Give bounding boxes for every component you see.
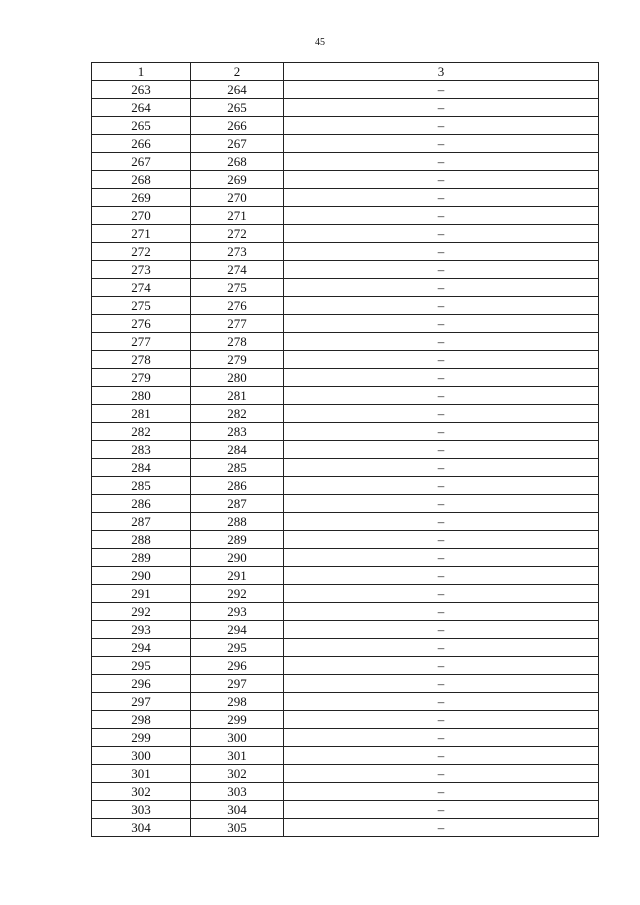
table-cell-col-2: 271 — [191, 207, 284, 225]
table-cell-col-3: – — [284, 621, 599, 639]
table-cell-col-3: – — [284, 477, 599, 495]
table-row — [92, 135, 599, 153]
table-cell-col-2: 300 — [191, 729, 284, 747]
table-cell-col-1: 265 — [92, 117, 191, 135]
table-cell-col-3: – — [284, 171, 599, 189]
table-cell-col-3: – — [284, 531, 599, 549]
table-cell-col-1: 273 — [92, 261, 191, 279]
table-row — [92, 261, 599, 279]
table-cell-col-2: 282 — [191, 405, 284, 423]
table-cell-col-1: 277 — [92, 333, 191, 351]
table-cell-col-3: – — [284, 225, 599, 243]
table-cell-col-2: 280 — [191, 369, 284, 387]
table-cell-col-1: 290 — [92, 567, 191, 585]
table-row — [92, 693, 599, 711]
table-cell-col-3: – — [284, 459, 599, 477]
table-cell-col-1: 264 — [92, 99, 191, 117]
table-cell-col-2: 284 — [191, 441, 284, 459]
table-row — [92, 549, 599, 567]
table-cell-col-3: – — [284, 153, 599, 171]
table-body — [92, 81, 599, 837]
table-cell-col-1: 279 — [92, 369, 191, 387]
table-cell-col-3: – — [284, 279, 599, 297]
table-row — [92, 315, 599, 333]
table-cell-col-3: – — [284, 261, 599, 279]
table-cell-col-3: – — [284, 567, 599, 585]
table-cell-col-2: 276 — [191, 297, 284, 315]
table-cell-col-2: 293 — [191, 603, 284, 621]
table-cell-col-1: 301 — [92, 765, 191, 783]
table-cell-col-3: – — [284, 333, 599, 351]
table-cell-col-1: 304 — [92, 819, 191, 837]
table-row — [92, 441, 599, 459]
table-cell-col-2: 269 — [191, 171, 284, 189]
table-cell-col-3: – — [284, 189, 599, 207]
table-cell-col-2: 286 — [191, 477, 284, 495]
table-cell-col-3: – — [284, 369, 599, 387]
table-row — [92, 81, 599, 99]
table-row — [92, 153, 599, 171]
table-cell-col-2: 297 — [191, 675, 284, 693]
table-row — [92, 621, 599, 639]
data-table — [91, 62, 599, 837]
table-cell-col-3: – — [284, 315, 599, 333]
table-cell-col-3: – — [284, 117, 599, 135]
table-cell-col-3: – — [284, 351, 599, 369]
table-row — [92, 171, 599, 189]
column-header-1: 1 — [92, 63, 191, 81]
table-cell-col-2: 291 — [191, 567, 284, 585]
table-header-row — [92, 63, 599, 81]
table-cell-col-1: 296 — [92, 675, 191, 693]
table-cell-col-1: 282 — [92, 423, 191, 441]
table-cell-col-1: 300 — [92, 747, 191, 765]
table-cell-col-1: 294 — [92, 639, 191, 657]
table-cell-col-2: 283 — [191, 423, 284, 441]
table-cell-col-2: 294 — [191, 621, 284, 639]
table-row — [92, 297, 599, 315]
page-number: 45 — [315, 37, 325, 48]
table-cell-col-3: – — [284, 801, 599, 819]
table-cell-col-2: 287 — [191, 495, 284, 513]
table-row — [92, 657, 599, 675]
table-cell-col-2: 285 — [191, 459, 284, 477]
table-cell-col-1: 302 — [92, 783, 191, 801]
table-row — [92, 225, 599, 243]
table-row — [92, 639, 599, 657]
table-row — [92, 495, 599, 513]
table-cell-col-1: 272 — [92, 243, 191, 261]
table-cell-col-3: – — [284, 585, 599, 603]
table-cell-col-2: 264 — [191, 81, 284, 99]
table-row — [92, 351, 599, 369]
table-cell-col-3: – — [284, 135, 599, 153]
table-cell-col-2: 270 — [191, 189, 284, 207]
table-cell-col-3: – — [284, 729, 599, 747]
table-cell-col-3: – — [284, 297, 599, 315]
table-cell-col-2: 273 — [191, 243, 284, 261]
table-row — [92, 819, 599, 837]
table-row — [92, 675, 599, 693]
table-cell-col-1: 287 — [92, 513, 191, 531]
table-cell-col-1: 291 — [92, 585, 191, 603]
table-row — [92, 585, 599, 603]
table-cell-col-1: 268 — [92, 171, 191, 189]
table-cell-col-3: – — [284, 387, 599, 405]
table-cell-col-1: 267 — [92, 153, 191, 171]
table-cell-col-2: 304 — [191, 801, 284, 819]
table-cell-col-1: 263 — [92, 81, 191, 99]
table-row — [92, 459, 599, 477]
table-cell-col-2: 268 — [191, 153, 284, 171]
table-cell-col-1: 283 — [92, 441, 191, 459]
table-row — [92, 117, 599, 135]
table-row — [92, 423, 599, 441]
table-cell-col-2: 299 — [191, 711, 284, 729]
table-cell-col-2: 267 — [191, 135, 284, 153]
table-cell-col-1: 295 — [92, 657, 191, 675]
table-cell-col-1: 276 — [92, 315, 191, 333]
table-row — [92, 387, 599, 405]
table-cell-col-2: 295 — [191, 639, 284, 657]
table-cell-col-3: – — [284, 675, 599, 693]
table-cell-col-1: 293 — [92, 621, 191, 639]
table-cell-col-1: 271 — [92, 225, 191, 243]
table-cell-col-2: 272 — [191, 225, 284, 243]
table-cell-col-1: 266 — [92, 135, 191, 153]
table-cell-col-2: 278 — [191, 333, 284, 351]
table-cell-col-1: 280 — [92, 387, 191, 405]
table-cell-col-1: 284 — [92, 459, 191, 477]
table-cell-col-2: 288 — [191, 513, 284, 531]
table-cell-col-1: 303 — [92, 801, 191, 819]
table-cell-col-3: – — [284, 783, 599, 801]
table-cell-col-2: 274 — [191, 261, 284, 279]
table-cell-col-1: 299 — [92, 729, 191, 747]
table-row — [92, 567, 599, 585]
table-row — [92, 333, 599, 351]
table-cell-col-2: 277 — [191, 315, 284, 333]
table-cell-col-1: 286 — [92, 495, 191, 513]
table-cell-col-2: 290 — [191, 549, 284, 567]
table-row — [92, 207, 599, 225]
table-cell-col-3: – — [284, 747, 599, 765]
table-cell-col-1: 281 — [92, 405, 191, 423]
table-row — [92, 369, 599, 387]
column-header-3: 3 — [284, 63, 599, 81]
table-row — [92, 513, 599, 531]
table-cell-col-3: – — [284, 423, 599, 441]
table-row — [92, 783, 599, 801]
table-row — [92, 279, 599, 297]
table-cell-col-2: 266 — [191, 117, 284, 135]
table-cell-col-2: 281 — [191, 387, 284, 405]
table-row — [92, 603, 599, 621]
table-cell-col-3: – — [284, 495, 599, 513]
table-cell-col-2: 302 — [191, 765, 284, 783]
table-cell-col-1: 288 — [92, 531, 191, 549]
table-row — [92, 477, 599, 495]
table-row — [92, 189, 599, 207]
table-cell-col-3: – — [284, 711, 599, 729]
table-cell-col-3: – — [284, 765, 599, 783]
table-cell-col-2: 289 — [191, 531, 284, 549]
table-cell-col-2: 296 — [191, 657, 284, 675]
table-cell-col-1: 292 — [92, 603, 191, 621]
table-cell-col-2: 275 — [191, 279, 284, 297]
table-cell-col-3: – — [284, 513, 599, 531]
table-row — [92, 531, 599, 549]
table-cell-col-2: 303 — [191, 783, 284, 801]
table-row — [92, 243, 599, 261]
column-header-2: 2 — [191, 63, 284, 81]
table-cell-col-2: 292 — [191, 585, 284, 603]
table-cell-col-3: – — [284, 441, 599, 459]
table-cell-col-1: 289 — [92, 549, 191, 567]
table-cell-col-2: 305 — [191, 819, 284, 837]
table-cell-col-2: 265 — [191, 99, 284, 117]
table-cell-col-3: – — [284, 693, 599, 711]
table-cell-col-3: – — [284, 405, 599, 423]
table-cell-col-3: – — [284, 639, 599, 657]
table-cell-col-3: – — [284, 657, 599, 675]
table-cell-col-1: 270 — [92, 207, 191, 225]
table-cell-col-1: 278 — [92, 351, 191, 369]
table-cell-col-3: – — [284, 549, 599, 567]
table-row — [92, 99, 599, 117]
table-row — [92, 711, 599, 729]
table-row — [92, 765, 599, 783]
table-cell-col-1: 275 — [92, 297, 191, 315]
table-cell-col-3: – — [284, 81, 599, 99]
table-cell-col-1: 298 — [92, 711, 191, 729]
table-cell-col-2: 279 — [191, 351, 284, 369]
table-row — [92, 801, 599, 819]
table-cell-col-3: – — [284, 819, 599, 837]
table-row — [92, 405, 599, 423]
table-cell-col-1: 297 — [92, 693, 191, 711]
table-cell-col-1: 269 — [92, 189, 191, 207]
table-row — [92, 747, 599, 765]
table-cell-col-3: – — [284, 207, 599, 225]
table-row — [92, 729, 599, 747]
table-cell-col-1: 274 — [92, 279, 191, 297]
table-cell-col-3: – — [284, 603, 599, 621]
table-cell-col-3: – — [284, 99, 599, 117]
table-cell-col-2: 298 — [191, 693, 284, 711]
table-cell-col-1: 285 — [92, 477, 191, 495]
table-cell-col-3: – — [284, 243, 599, 261]
table-cell-col-2: 301 — [191, 747, 284, 765]
